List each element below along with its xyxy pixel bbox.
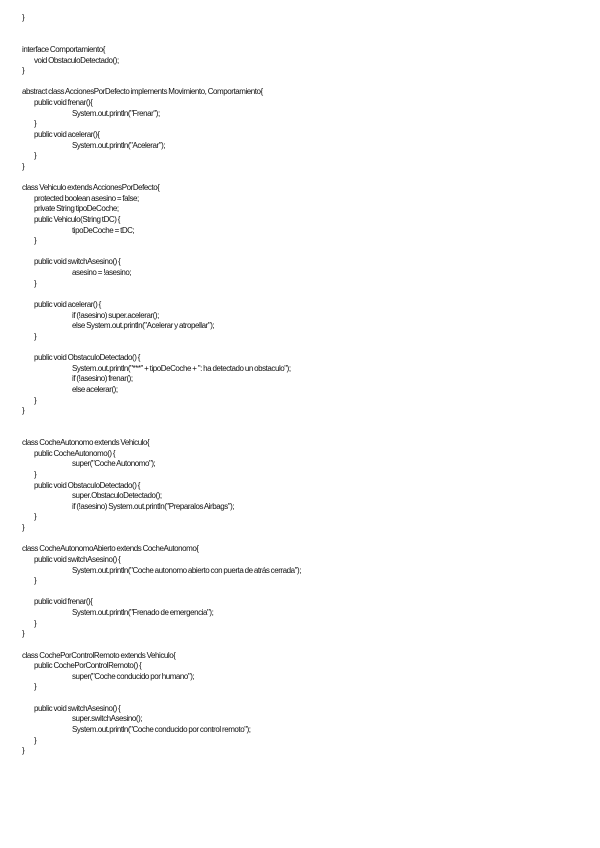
code-line: public CochePorControlRemoto() { [34,661,142,671]
code-line [22,417,582,428]
code-listing [22,13,582,757]
code-line: if (!asesino) super.acelerar(); [72,310,159,320]
code-line [22,172,582,183]
code-line: if (!asesino) frenar(); [72,374,133,384]
code-line: super.ObstaculoDetectado(); [72,491,162,501]
code-line: } [34,618,37,628]
code-line: class CocheAutonomoAbierto extends CocheAutonomo{ [22,544,199,554]
code-line: public void switchAsesino() { [34,703,121,713]
code-line: public void ObstaculoDetectado() { [34,480,140,490]
code-line: public void switchAsesino() { [34,257,121,267]
code-line: super("Coche conducido por humano"); [72,671,195,681]
code-line [22,427,582,438]
code-line: } [22,629,25,639]
code-line: class CocheAutonomo extends Vehiculo{ [22,438,150,447]
code-line: } [34,236,37,246]
code-line: } [34,331,37,341]
code-line: } [34,576,37,586]
code-line: super.switchAsesino(); [72,714,143,724]
code-line: public CocheAutonomo() { [34,448,116,458]
code-line: System.out.println("Frenado de emergencia"); [72,608,214,617]
code-line: } [34,682,37,692]
code-line: System.out.println("Acelerar"); [72,140,166,150]
code-line: else System.out.println("Acelerar y atropellar"); [72,321,215,331]
code-line: } [34,512,37,522]
code-line [22,534,582,545]
code-line: public void acelerar() { [34,299,101,309]
code-line [22,342,582,353]
code-line: public void ObstaculoDetectado() { [34,353,140,362]
code-line [22,24,582,35]
code-line: tipoDeCoche = tDC; [72,225,135,235]
code-line: asesino = !asesino; [72,268,132,277]
code-line: public void switchAsesino() { [34,554,121,564]
code-line: } [22,406,25,416]
code-line: public void frenar(){ [34,597,93,607]
code-line [22,587,582,598]
code-line: class Vehiculo extends AccionesPorDefecto{ [22,183,160,192]
code-line: } [22,746,25,756]
code-line: } [22,13,25,22]
code-line: private String tipoDeCoche; [34,204,119,214]
code-line: System.out.println("***" + tipoDeCoche + ": ha detectado un obstaculo"); [72,363,291,373]
code-line: System.out.println("Frenar"); [72,108,160,118]
code-line [22,77,582,88]
code-line [22,693,582,704]
code-line: public void acelerar(){ [34,129,100,139]
code-line: public Vehiculo(String tDC) { [34,214,120,224]
code-line: if (!asesino) System.out.println("Preparalos Airbags"); [72,501,235,511]
code-line: void ObstaculoDetectado(); [34,55,119,65]
code-line: } [34,119,37,129]
code-line: } [34,278,37,288]
code-line: super("Coche Autonomo"); [72,459,156,469]
code-line: class CochePorControlRemoto extends Vehiculo{ [22,650,176,660]
code-line: else acelerar(); [72,384,118,394]
code-line: System.out.println("Coche autonomo abierto con puerta de atrás cerrada"); [72,565,302,575]
code-line [22,247,582,258]
code-line: abstract class AccionesPorDefecto implements Movimiento, Comportamiento{ [22,87,263,97]
code-line: } [34,395,37,405]
code-line [22,640,582,651]
code-line: interface Comportamiento{ [22,44,105,54]
code-line: } [34,735,37,745]
code-line: } [34,151,37,161]
code-line: } [22,161,25,171]
code-line [22,34,582,45]
code-line: public void frenar(){ [34,98,93,107]
code-line: } [34,469,37,479]
code-line: } [22,66,25,76]
code-line: } [22,523,25,532]
code-line [22,289,582,300]
code-line: protected boolean asesino = false; [34,193,139,203]
code-line: System.out.println("Coche conducido por control remoto"); [72,724,251,734]
